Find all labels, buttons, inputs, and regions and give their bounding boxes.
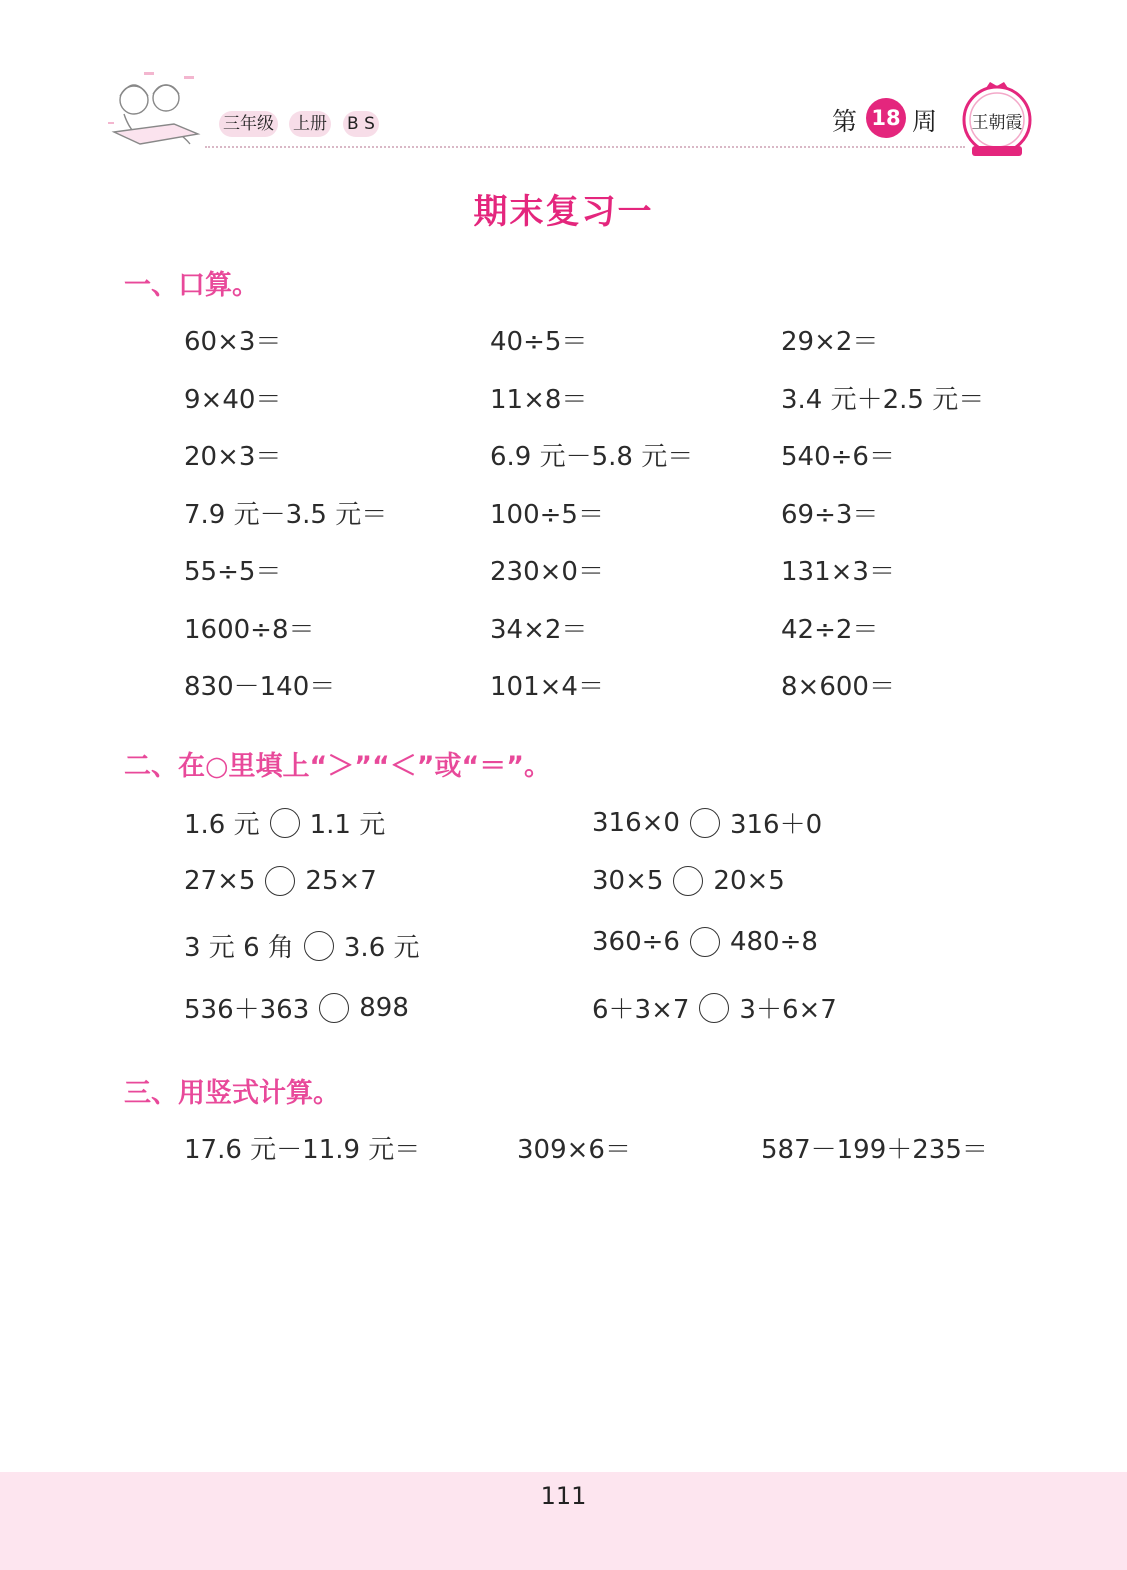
week-suffix: 周 bbox=[912, 107, 938, 136]
mental-math-item: 69÷3＝ bbox=[781, 500, 879, 530]
mental-math-item: 131×3＝ bbox=[781, 557, 895, 587]
compare-left: 30×5 bbox=[592, 866, 664, 896]
compare-circle-blank[interactable] bbox=[265, 866, 295, 896]
mental-math-item: 34×2＝ bbox=[490, 615, 588, 645]
compare-right: 3.6 元 bbox=[343, 933, 420, 963]
mental-math-item: 9×40＝ bbox=[184, 385, 282, 415]
mental-math-item: 42÷2＝ bbox=[781, 615, 879, 645]
compare-circle-blank[interactable] bbox=[699, 993, 729, 1023]
compare-right: 480÷8 bbox=[729, 927, 818, 957]
vertical-calc-item: 17.6 元－11.9 元＝ bbox=[184, 1135, 421, 1165]
mental-math-item: 100÷5＝ bbox=[490, 500, 604, 530]
compare-right: 1.1 元 bbox=[309, 810, 386, 840]
compare-item bbox=[592, 927, 818, 957]
compare-right: 898 bbox=[359, 992, 409, 1023]
compare-item bbox=[592, 866, 785, 896]
brand-seal-logo bbox=[958, 78, 1036, 160]
section-3-title: 三、用竖式计算。 bbox=[124, 1078, 340, 1109]
week-prefix: 第 bbox=[832, 107, 858, 136]
mental-math-item: 1600÷8＝ bbox=[184, 615, 315, 645]
compare-right: 20×5 bbox=[713, 866, 785, 896]
compare-item bbox=[184, 804, 385, 841]
compare-item bbox=[592, 989, 837, 1026]
mental-math-item: 6.9 元－5.8 元＝ bbox=[490, 442, 694, 472]
mental-math-item: 230×0＝ bbox=[490, 557, 604, 587]
mental-math-item: 830－140＝ bbox=[184, 672, 336, 702]
mental-math-item: 3.4 元＋2.5 元＝ bbox=[781, 385, 985, 415]
section-1-title: 一、口算。 bbox=[124, 270, 259, 301]
compare-item bbox=[592, 804, 822, 841]
compare-left: 360÷6 bbox=[592, 927, 680, 957]
mental-math-item: 540÷6＝ bbox=[781, 442, 895, 472]
mental-math-item: 11×8＝ bbox=[490, 385, 588, 415]
mental-math-item: 8×600＝ bbox=[781, 672, 895, 702]
mental-math-item: 40÷5＝ bbox=[490, 327, 588, 357]
svg-text:王朝霞: 王朝霞 bbox=[971, 113, 1023, 133]
compare-circle-blank[interactable] bbox=[673, 866, 703, 896]
header-divider bbox=[205, 146, 965, 148]
compare-left: 1.6 元 bbox=[184, 810, 260, 840]
compare-circle-blank[interactable] bbox=[319, 993, 349, 1023]
vertical-calc-item: 309×6＝ bbox=[517, 1135, 631, 1165]
page-number: 111 bbox=[540, 1482, 587, 1510]
edition-badge: B S bbox=[343, 111, 379, 137]
term-badge: 上册 bbox=[289, 111, 331, 137]
compare-item bbox=[184, 989, 409, 1026]
kids-illustration-icon bbox=[104, 70, 204, 156]
grade-badge: 三年级 bbox=[219, 111, 278, 137]
compare-right: 25×7 bbox=[305, 866, 377, 896]
mental-math-item: 101×4＝ bbox=[490, 672, 604, 702]
mental-math-item: 20×3＝ bbox=[184, 442, 282, 472]
compare-right: 3＋6×7 bbox=[739, 995, 837, 1025]
vertical-calc-item: 587－199＋235＝ bbox=[761, 1135, 988, 1165]
compare-circle-blank[interactable] bbox=[690, 927, 720, 957]
compare-item bbox=[184, 866, 377, 896]
compare-left: 536＋363 bbox=[184, 995, 310, 1025]
compare-circle-blank[interactable] bbox=[270, 808, 300, 838]
compare-right: 316＋0 bbox=[729, 810, 823, 840]
mental-math-item: 60×3＝ bbox=[184, 327, 282, 357]
mental-math-item: 29×2＝ bbox=[781, 327, 879, 357]
compare-circle-blank[interactable] bbox=[304, 931, 334, 961]
compare-left: 3 元 6 角 bbox=[184, 933, 294, 963]
compare-left: 27×5 bbox=[184, 866, 256, 896]
mental-math-item: 55÷5＝ bbox=[184, 557, 282, 587]
mental-math-item: 7.9 元－3.5 元＝ bbox=[184, 500, 388, 530]
compare-circle-blank[interactable] bbox=[690, 808, 720, 838]
section-2-title: 二、在○里填上“＞”“＜”或“＝”。 bbox=[124, 751, 552, 782]
page-title: 期末复习一 bbox=[473, 192, 654, 232]
compare-left: 6＋3×7 bbox=[592, 995, 690, 1025]
compare-left: 316×0 bbox=[592, 807, 680, 838]
week-number-badge: 18 bbox=[866, 98, 906, 138]
compare-item bbox=[184, 927, 420, 964]
